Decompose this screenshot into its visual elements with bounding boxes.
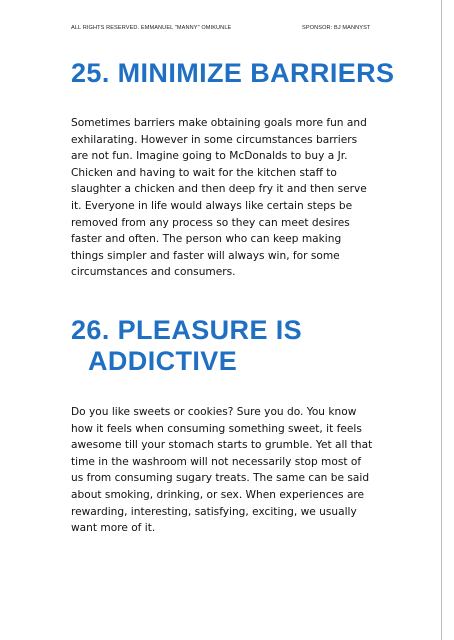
section-26-heading: [71, 315, 302, 377]
paragraph-line: Chicken and having to wait for the kitchen staff to: [71, 166, 337, 179]
paragraph-line: circumstances and consumers.: [71, 266, 236, 279]
paragraph-line: about smoking, drinking, or sex. When experiences are: [71, 488, 365, 501]
section-25-paragraph: [71, 115, 391, 281]
paragraph-line: us from consuming sugary treats. The same can be said: [71, 472, 370, 485]
paragraph-line: slaughter a chicken and then deep fry it and then serve: [71, 183, 367, 196]
paragraph-line: removed from any process so they can meet desires: [71, 216, 350, 229]
paragraph-line: awesome till your stomach starts to grumble. Yet all that: [71, 439, 373, 452]
heading-line: 26. PLEASURE IS: [71, 315, 303, 345]
paragraph-line: Do you like sweets or cookies? Sure you do. You know: [71, 406, 357, 418]
paragraph-line: faster and often. The person who can keep making: [71, 233, 342, 246]
paragraph-line: are not fun. Imagine going to McDonalds to buy a Jr.: [71, 150, 348, 163]
paragraph-line: how it feels when consuming something sweet, it feels: [71, 422, 362, 435]
section-25-heading: [71, 58, 394, 89]
paragraph-line: rewarding, interesting, satisfying, exciting, we usually: [71, 505, 357, 518]
heading-line: 25. MINIMIZE BARRIERS: [71, 58, 395, 88]
header-sponsor: SPONSOR: BJ MANNYST: [302, 25, 371, 31]
header-copyright: ALL RIGHTS RESERVED. EMMANUEL "MANNY" OMIKUNLE: [71, 25, 232, 31]
paragraph-line: it. Everyone in life would always like certain steps be: [71, 199, 353, 212]
heading-line: ADDICTIVE: [88, 346, 238, 376]
paragraph-line: exhilarating. However in some circumstances barriers: [71, 133, 358, 146]
paragraph-line: things simpler and faster will always win, for some: [71, 249, 340, 262]
paragraph-line: time in the washroom will not necessarily stop most of: [71, 455, 362, 468]
section-26-paragraph: [71, 404, 391, 537]
paragraph-line: want more of it.: [71, 522, 156, 535]
paragraph-line: Sometimes barriers make obtaining goals more fun and: [71, 117, 367, 129]
